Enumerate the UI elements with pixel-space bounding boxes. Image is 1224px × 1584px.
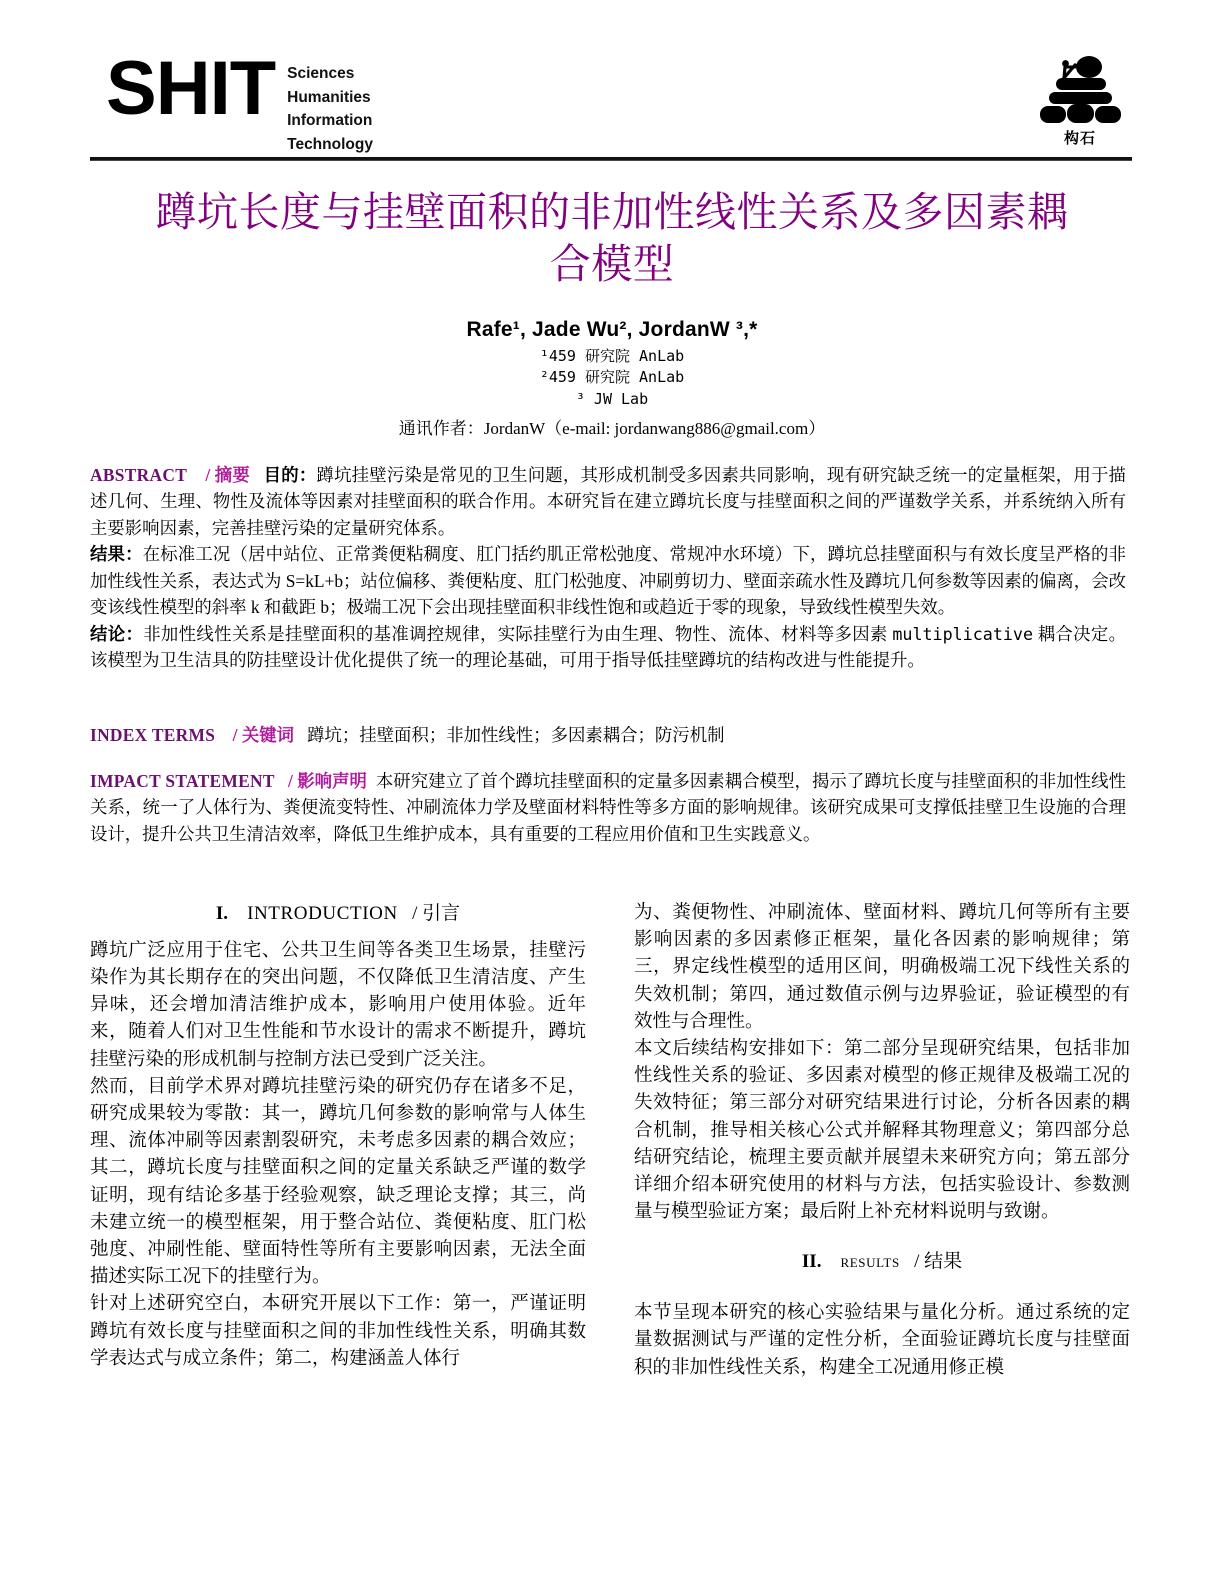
corresponding-author: 通讯作者：JordanW（e-mail: jordanwang886@gmail.com）	[398, 418, 826, 438]
section-title-en-results: results	[840, 1251, 900, 1273]
abstract-conclusion-keyword: multiplicative	[892, 623, 1034, 644]
intro-paragraph-1: 蹲坑广泛应用于住宅、公共卫生间等各类卫生场景，挂壁污染作为其长期存在的突出问题，不仅降低卫生清洁度、产生异味，还会增加清洁维护成本，影响用户使用体验。近年来，随着人们对卫生性能和节水设计的需求不断提升，蹲坑挂壁污染的形成机制与控制方法已受到广泛关注。	[90, 940, 586, 1070]
stacked-stones-icon	[1034, 54, 1126, 126]
brand-expansion-line-2: Humanities	[287, 88, 371, 106]
affiliation-1: ¹459 研究院 AnLab	[539, 347, 685, 365]
section-title-en-introduction: INTRODUCTION	[247, 903, 398, 924]
impact-statement-section	[90, 768, 1126, 847]
abstract-conclusion-label: 结论：	[90, 623, 144, 644]
publisher-logo-caption: 构石	[1063, 129, 1096, 147]
masthead	[90, 46, 1132, 158]
impact-statement-label-en: IMPACT STATEMENT	[90, 771, 275, 791]
index-terms-label-cn: / 关键词	[232, 725, 295, 745]
brand-expansion-line-3: Information	[287, 112, 373, 130]
impact-statement-text: 本研究建立了首个蹲坑挂壁面积的定量多因素耦合模型，揭示了蹲坑长度与挂壁面积的非加性线性关系，统一了人体行为、粪便流变特性、冲刷流体力学及壁面材料特性等多方面的影响规律。该研究成果可支撑低挂壁卫生设施的合理设计，提升公共卫生清洁效率，降低卫生维护成本，具有重要的工程应用价值和卫生实践意义。	[90, 771, 1126, 844]
abstract-results-text: 在标准工况（居中站位、正常粪便粘稠度、肛门括约肌正常松弛度、常规冲水环境）下，蹲坑总挂壁面积与有效长度呈严格的非加性线性关系，表达式为 S=kL+b；站位偏移、粪便粘度、肛门松弛度、冲刷剪切力、壁面亲疏水性及蹲坑几何参数等因素的偏离，会改变该线性模型的斜率 k 和截距 b；极端工况下会出现挂壁面积非线性饱和或趋近于零的现象，导致线性模型失效。	[90, 544, 1126, 618]
results-spacer	[634, 1286, 1130, 1300]
publisher-logo	[1028, 54, 1132, 148]
header-divider-rule	[90, 157, 1132, 161]
abstract-purpose-label: 目的：	[263, 465, 317, 485]
intro-paragraph-2: 然而，目前学术界对蹲坑挂壁污染的研究仍存在诸多不足，研究成果较为零散：其一，蹲坑几何参数的影响常与人体生理、流体冲刷等因素割裂研究，未考虑多因素的耦合效应；其二，蹲坑长度与挂壁面积之间的定量关系缺乏严谨的数学证明，现有结论多基于经验观察，缺乏理论支撑；其三，尚未建立统一的模型框架，用于整合站位、粪便粘度、肛门松弛度、冲刷性能、壁面特性等所有主要影响因素，无法全面描述实际工况下的挂壁行为。	[90, 1076, 586, 1288]
abstract-section	[90, 462, 1126, 674]
section-number-results: II.	[801, 1251, 822, 1273]
abstract-conclusion-text-a: 非加性线性关系是挂壁面积的基准调控规律，实际挂壁行为由生理、物性、流体、材料等多因素	[143, 623, 893, 644]
results-paragraph-1: 本节呈现本研究的核心实验结果与量化分析。通过系统的定量数据测试与严谨的定性分析，全面验证蹲坑长度与挂壁面积的非加性线性关系，构建全工况通用修正模	[634, 1303, 1130, 1378]
intro-paragraph-3: 针对上述研究空白，本研究开展以下工作：第一，严谨证明蹲坑有效长度与挂壁面积之间的非加性线性关系，明确其数学表达式与成立条件；第二，构建涵盖人体行	[90, 1294, 586, 1369]
brand-expansion-line-4: Technology	[287, 135, 373, 153]
section-number-introduction: I.	[215, 903, 229, 924]
index-terms-list: 蹲坑；挂壁面积；非加性线性；多因素耦合；防污机制	[307, 725, 725, 745]
abstract-conclusion-text-b: 耦合决定。该模型为卫生洁具的防挂壁设计优化提供了统一的理论基础，可用于指导低挂壁蹲坑的结构改进与性能提升。	[90, 623, 1126, 671]
author-names: Rafe¹, Jade Wu², JordanW ³,*	[466, 318, 758, 341]
brand-expansion-line-1: Sciences	[287, 65, 355, 82]
impact-statement-paragraph	[90, 768, 1126, 847]
journal-acronym-expansion	[287, 52, 373, 156]
journal-brand	[106, 46, 373, 156]
section-title-cn-introduction: / 引言	[412, 903, 461, 924]
intro-continuation-paragraph-2: 本文后续结构安排如下：第二部分呈现研究结果，包括非加性线性关系的验证、多因素对模型的修正规律及极端工况的失效特征；第三部分对研究结果进行讨论，分析各因素的耦合机制，推导相关核心公式并解释其物理意义；第四部分总结研究结论，梳理主要贡献并展望未来研究方向；第五部分详细介绍本研究使用的材料与方法，包括实验设计、参数测量与模型验证方案；最后附上补充材料说明与致谢。	[634, 1038, 1130, 1223]
abstract-purpose-text: 蹲坑挂壁污染是常见的卫生问题，其形成机制受多因素共同影响，现有研究缺乏统一的定量框架，用于描述几何、生理、物性及流体等因素对挂壁面积的联合作用。本研究旨在建立蹲坑长度与挂壁面积之间的严谨数学关系，并系统纳入所有主要影响因素，完善挂壁污染的定量研究体系。	[90, 465, 1126, 538]
section-heading-results	[634, 1248, 1130, 1276]
abstract-label-cn: / 摘要	[205, 465, 250, 485]
abstract-results-label: 结果：	[90, 544, 143, 565]
abstract-conclusion-paragraph	[90, 621, 1126, 674]
paper-title: 蹲坑长度与挂壁面积的非加性线性关系及多因素耦合模型	[155, 189, 1069, 288]
abstract-results-paragraph	[90, 541, 1126, 620]
abstract-label-en: ABSTRACT	[90, 465, 188, 485]
section-title-cn-results: / 结果	[914, 1251, 963, 1273]
index-terms-section	[90, 722, 1126, 748]
right-column	[634, 900, 1130, 1450]
body-columns	[90, 900, 1130, 1450]
index-terms-label-en: INDEX TERMS	[90, 725, 216, 745]
impact-statement-label-cn: / 影响声明	[287, 771, 367, 791]
section-heading-introduction	[90, 900, 586, 928]
affiliation-2: ²459 研究院 AnLab	[539, 368, 685, 387]
left-column	[90, 900, 586, 1450]
abstract-purpose-paragraph	[90, 462, 1126, 541]
affiliation-3: ³ JW Lab	[575, 389, 649, 408]
author-block	[150, 318, 1074, 439]
intro-continuation-paragraph-1: 为、粪便物性、冲刷流体、壁面材料、蹲坑几何等所有主要影响因素的多因素修正框架，量化各因素的影响规律；第三，界定线性模型的适用区间，明确极端工况下线性关系的失效机制；第四，通过数值示例与边界验证，验证模型的有效性与合理性。	[634, 903, 1130, 1032]
journal-acronym: SHIT	[106, 46, 276, 131]
